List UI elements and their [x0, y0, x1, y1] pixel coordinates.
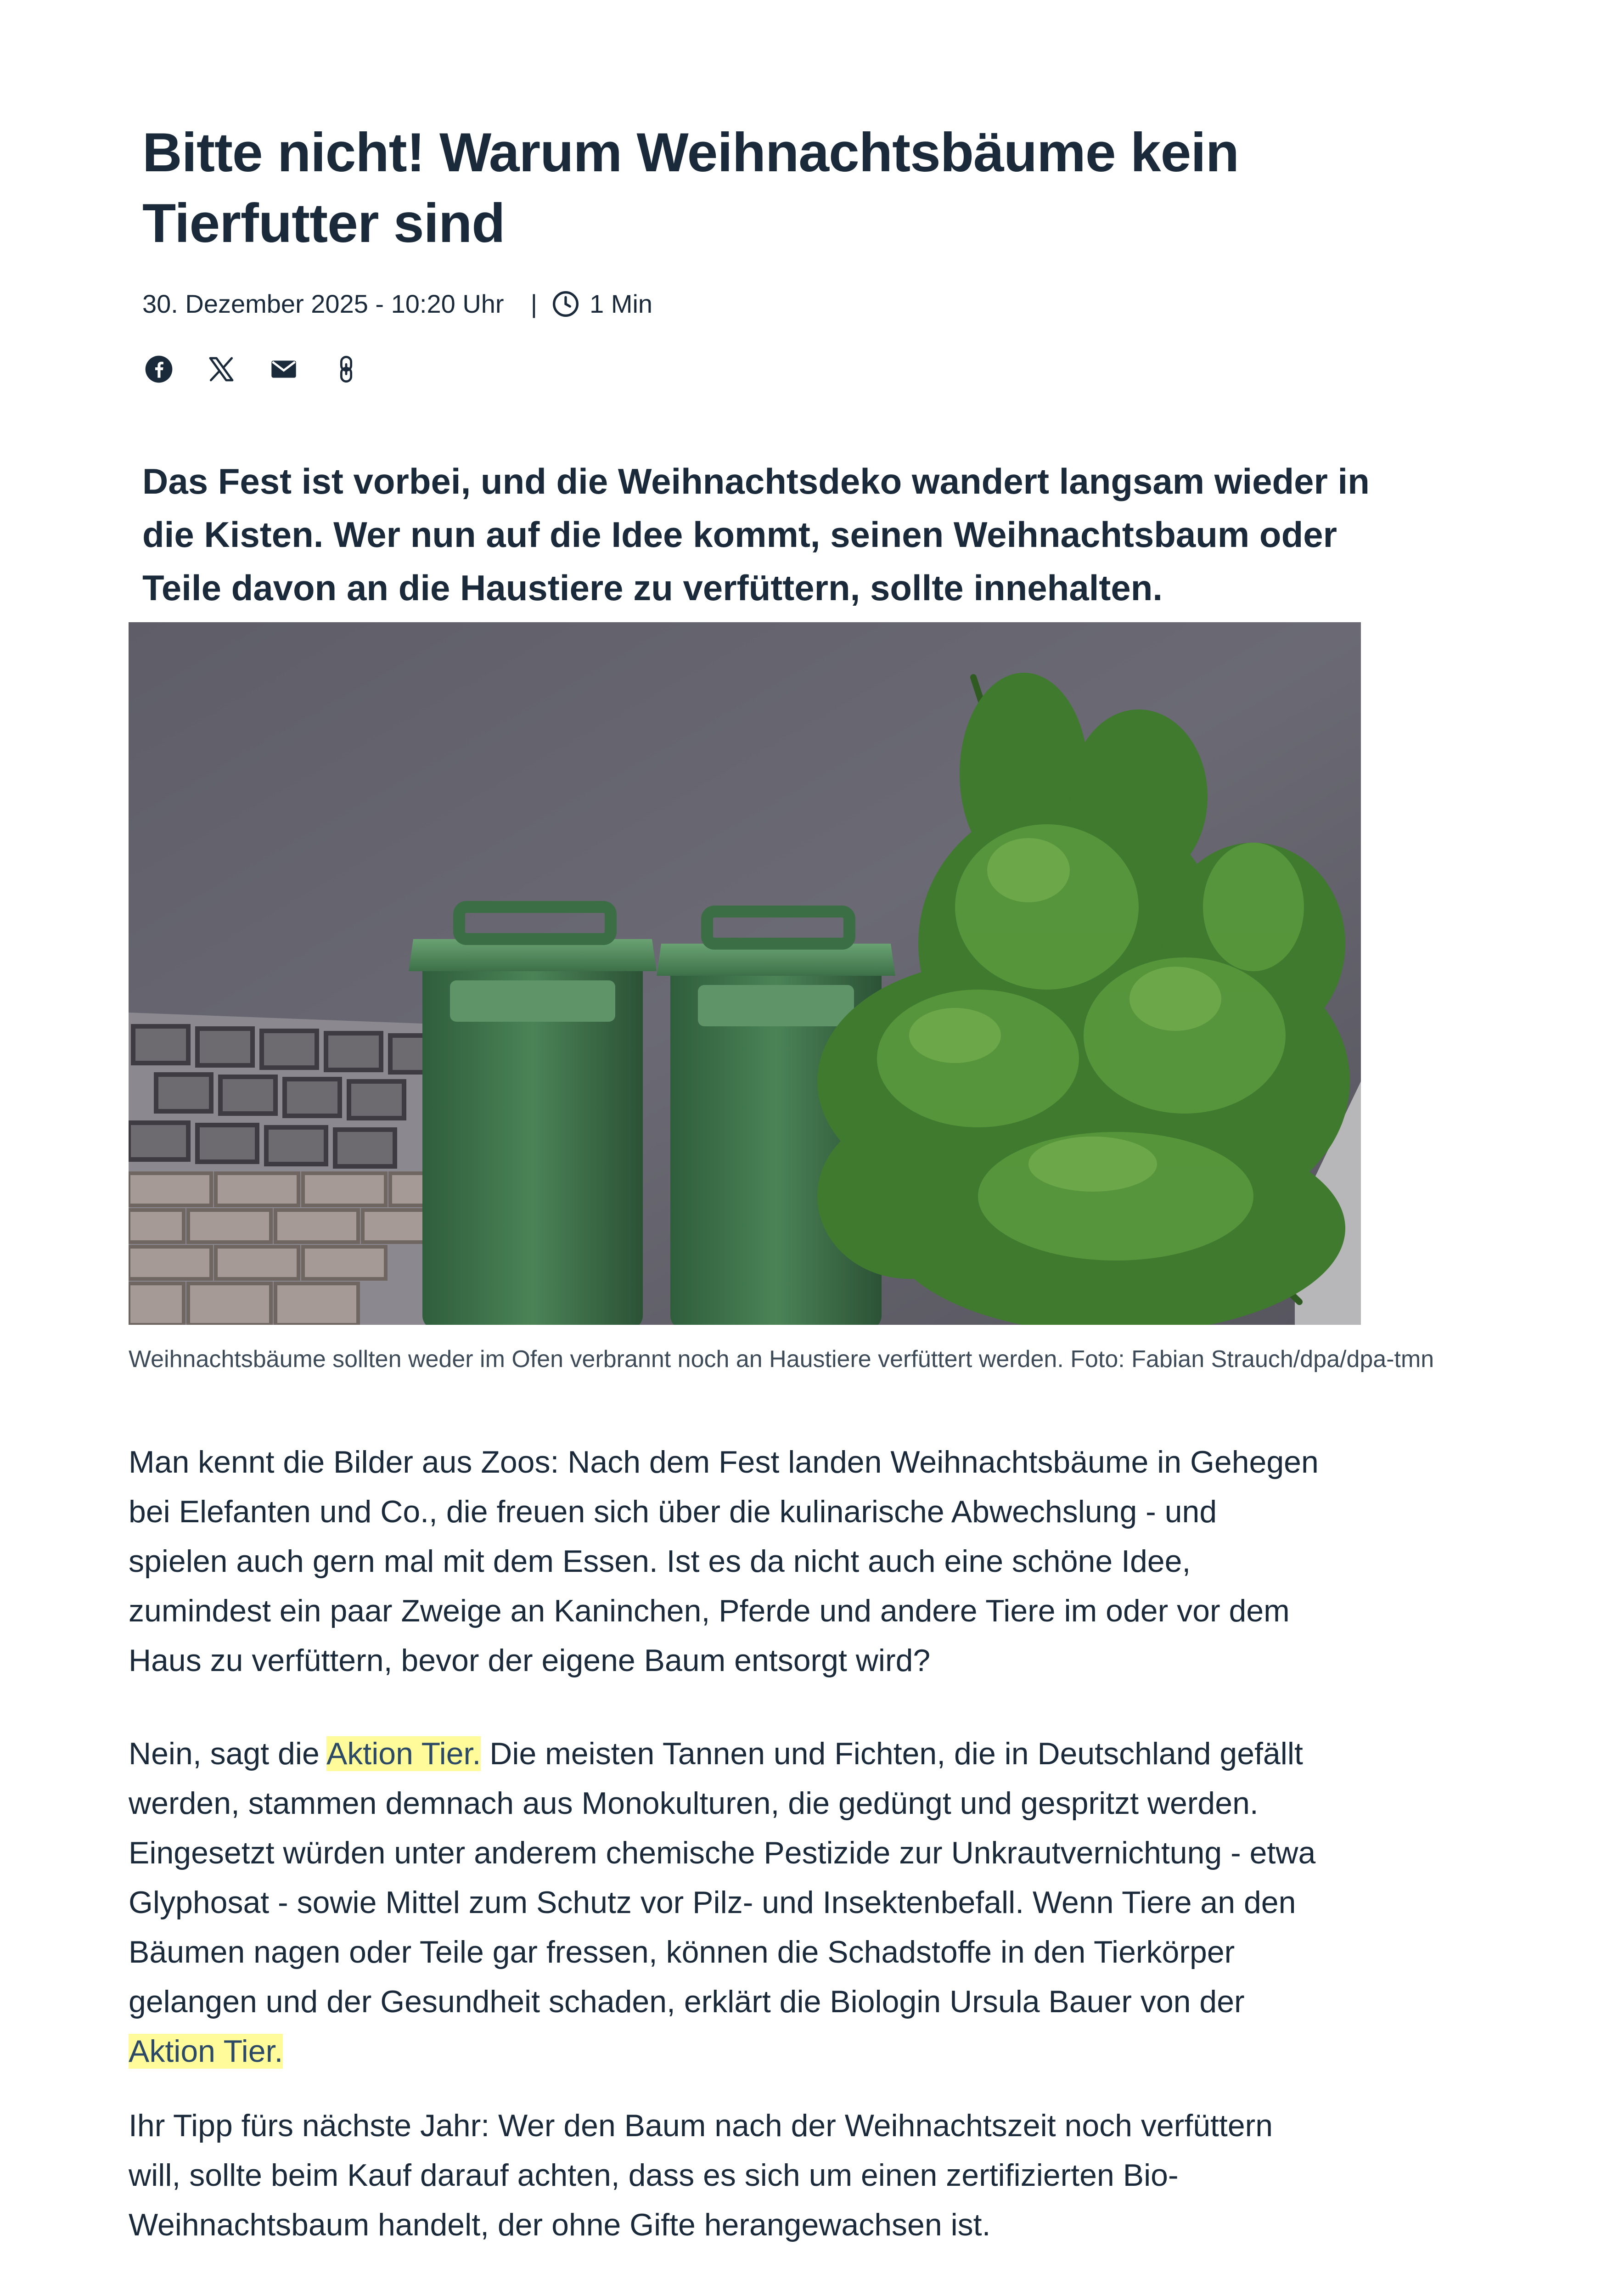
paragraph-3: Ihr Tipp fürs nächste Jahr: Wer den Baum nach der Weihnachtszeit noch verfüttern will, sollte beim Kauf darauf achten, dass es sich um einen zertifizierten Bio-Weihnachtsbaum handelt, der ohne Gifte herangewachsen ist.	[129, 2108, 1273, 2242]
publish-date: 30. Dezember 2025 - 10:20 Uhr	[142, 289, 504, 318]
facebook-icon	[144, 355, 174, 384]
article-header	[142, 117, 1382, 386]
christmas-tree-bins-photo	[129, 622, 1361, 1325]
article-lead: Das Fest ist vorbei, und die Weihnachtsdeko wandert langsam wieder in die Kisten. Wer nun auf die Idee kommt, seinen Weihnachtsbaum oder Teile davon an die Haustiere zu verfüttern, sollte innehalten.	[142, 461, 1370, 608]
article-meta	[142, 289, 1382, 319]
aktion-tier-link-2[interactable]: Aktion Tier.	[129, 2034, 283, 2069]
mail-icon	[269, 355, 298, 384]
share-facebook-button[interactable]	[142, 353, 175, 386]
read-time: 1 Min	[590, 289, 653, 318]
copy-link-button[interactable]	[330, 353, 363, 386]
paragraph-2-middle: Die meisten Tannen und Fichten, die in Deutschland gefällt werden, stammen demnach aus Monokulturen, die gedüngt und gespritzt werden. Eingesetzt würden unter anderem chemische Pestizide zur Unkrautvernichtung - etwa Glyphosat - sowie Mittel zum Schutz vor Pilz- und Insektenbefall. Wenn Tiere an den Bäumen nagen oder Teile gar fressen, können die Schadstoffe in den Tierkörper gelangen und der Gesundheit schaden, erklärt die Biologin Ursula Bauer von der	[129, 1736, 1316, 2019]
clock-icon	[551, 289, 580, 319]
link-icon	[332, 355, 361, 384]
article-image	[129, 622, 1361, 1325]
share-x-button[interactable]	[205, 353, 238, 386]
meta-separator: |	[530, 289, 538, 318]
paragraph-1: Man kennt die Bilder aus Zoos: Nach dem Fest landen Weihnachtsbäume in Gehegen bei Elefanten und Co., die freuen sich über die kulinarische Abwechslung - und spielen auch gern mal mit dem Essen. Ist es da nicht auch eine schöne Idee, zumindest ein paar Zweige an Kaninchen, Pferde und andere Tiere im oder vor dem Haus zu verfüttern, bevor der eigene Baum entsorgt wird?	[129, 1445, 1319, 1678]
aktion-tier-link[interactable]: Aktion Tier.	[326, 1736, 481, 1771]
paragraph-2	[129, 1729, 1322, 2076]
article-title: Bitte nicht! Warum Weihnachtsbäume kein Tierfutter sind	[142, 122, 1239, 254]
paragraph-2-start: Nein, sagt die	[129, 1736, 326, 1771]
share-mail-button[interactable]	[267, 353, 300, 386]
share-bar	[142, 353, 1382, 386]
x-icon	[207, 355, 236, 384]
image-caption: Weihnachtsbäume sollten weder im Ofen verbrannt noch an Haustiere verfüttert werden. Foto: Fabian Strauch/dpa/dpa-tmn	[129, 1346, 1434, 1373]
